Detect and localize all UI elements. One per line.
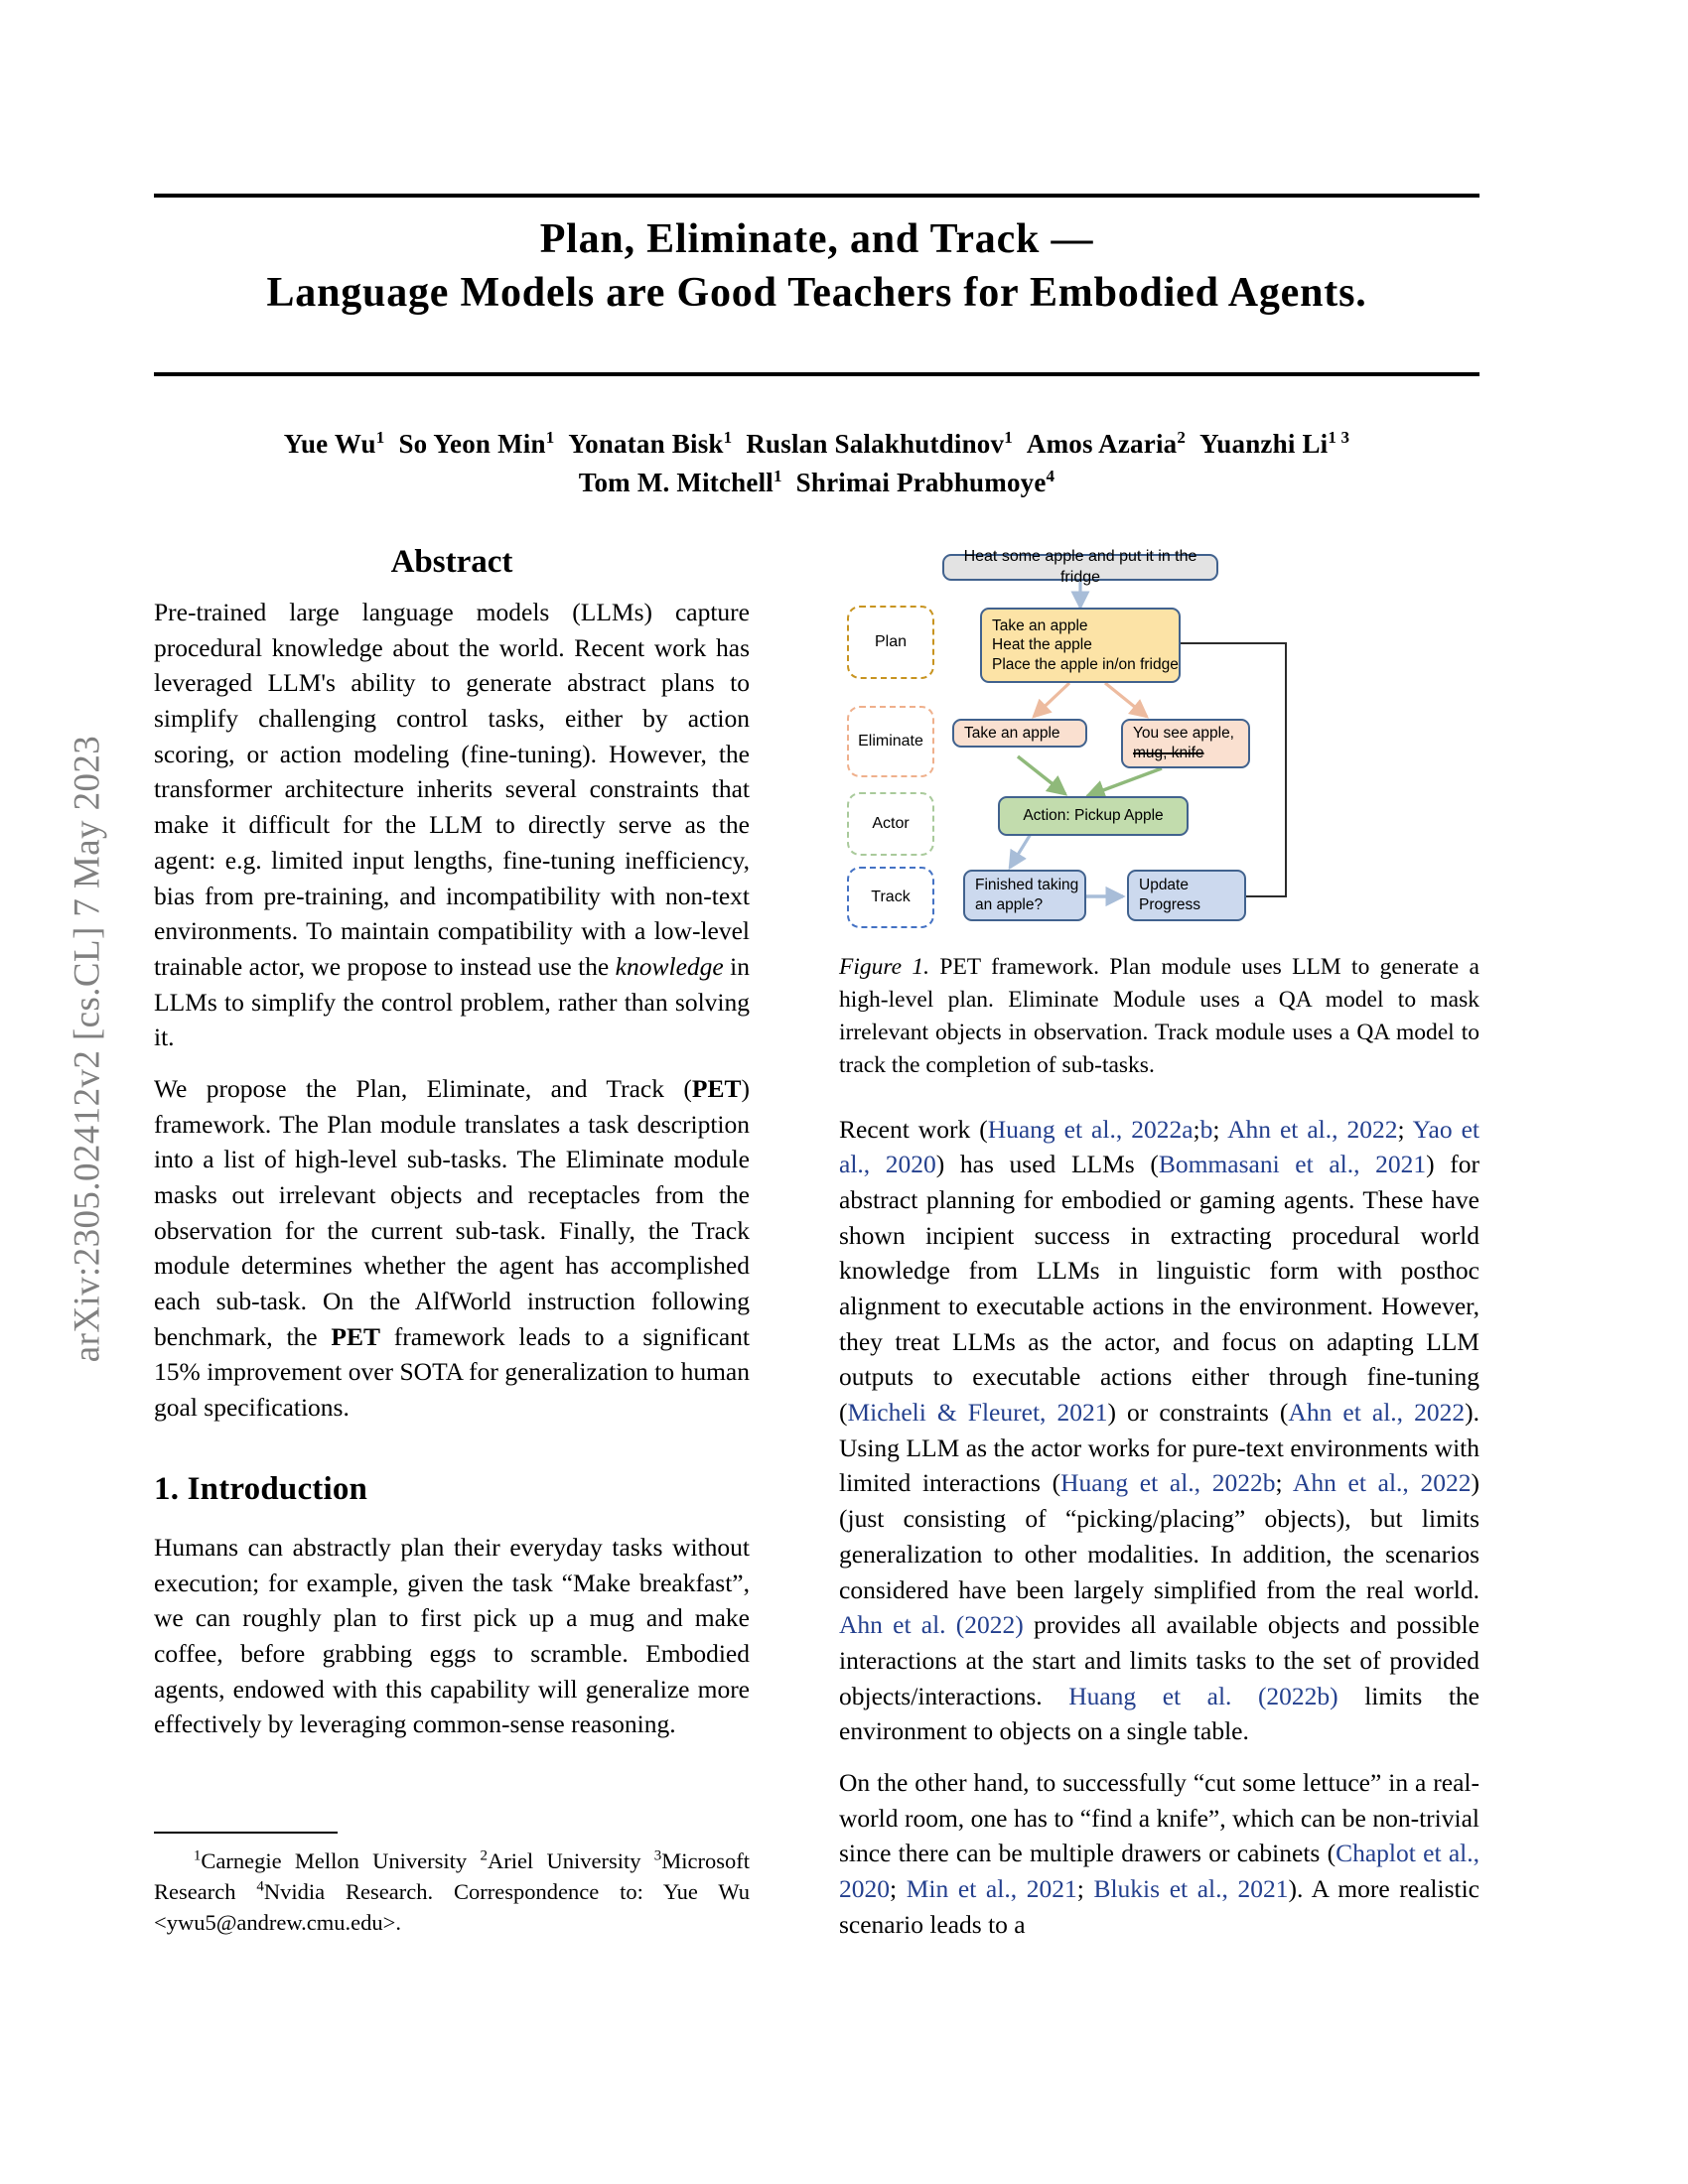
citation-link[interactable]: Ahn et al., 2022 bbox=[1288, 1398, 1466, 1428]
plan-step-2: Heat the apple bbox=[992, 636, 1092, 654]
arrow-actor-to-track bbox=[1010, 834, 1031, 868]
arrow-plan-to-subtask bbox=[1034, 683, 1069, 717]
affil-marker-3: 3 bbox=[653, 1847, 662, 1864]
observation-masked-objects: mug, knife bbox=[1133, 745, 1204, 761]
citation-link[interactable]: b bbox=[1199, 1114, 1213, 1144]
introduction-paragraph-1: Humans can abstractly plan their everyday tasks without execution; for example, given the task “Make breakfast”, we can roughly plan to first pick up a mug and make coffee, before grabbing eggs to scramble. Embodied agents, endowed with this capability will generalize more effectively by leveraging common-sense reasoning. bbox=[154, 1532, 750, 1739]
author-entry: Yuanzhi $Li^{1 3}$ bbox=[1199, 428, 1350, 459]
emphasis-knowledge: knowledge bbox=[615, 951, 724, 981]
figure-caption-label: Figure 1. bbox=[839, 954, 930, 980]
citation-link[interactable]: Huang et al., 2022b bbox=[1060, 1468, 1276, 1498]
author-entry: Yue Wu$^1$ bbox=[283, 428, 385, 459]
author-affil-marker: 1 bbox=[545, 428, 555, 447]
paper-page bbox=[154, 0, 1479, 2184]
eliminate-observation-box bbox=[1121, 719, 1250, 768]
track-update-progress-box bbox=[1127, 870, 1246, 921]
update-progress-line-1: Update bbox=[1139, 877, 1189, 894]
arrow-subtask-to-actor bbox=[1018, 756, 1065, 794]
title-line-2: Language Models are Good Teachers for Embodied Agents. bbox=[266, 269, 1367, 316]
update-progress-line-2: Progress bbox=[1139, 896, 1201, 913]
abstract-paragraph-2: We propose the Plan, Eliminate, and Track (PET) framework. The Plan module translates a task description into a list of high-level sub-tasks. The Eliminate module masks out irrelevant objects and receptacles from the observation for the current sub-task. Finally, the Track module determines whether the agent has accomplished each sub-task. On the AlfWorld instruction following benchmark, the PET framework leads to a significant 15% improvement over SOTA for generalization to human goal specifications. bbox=[154, 1073, 750, 1423]
arxiv-stamp: arXiv:2305.02412v2 [cs.CL] 7 May 2023 bbox=[67, 735, 108, 1363]
affil-marker-2: 2 bbox=[480, 1847, 488, 1864]
footnote-block bbox=[154, 1832, 750, 1938]
author-affil-marker: 4 bbox=[1046, 467, 1055, 486]
arrow-plan-to-observation bbox=[1105, 683, 1147, 717]
observation-visible-objects: You see apple, bbox=[1133, 725, 1234, 743]
author-entry: Ruslan Salakhutdinov$^1$ bbox=[746, 428, 1013, 459]
citation-link[interactable]: Ahn et al., 2022 bbox=[1292, 1468, 1472, 1498]
footnote-rule bbox=[154, 1832, 338, 1834]
arrow-observation-to-actor bbox=[1087, 768, 1162, 796]
page-title bbox=[154, 213, 1479, 321]
title-line-1: Plan, Eliminate, and Track — bbox=[539, 216, 1094, 262]
right-column-paragraph-2: On the other hand, to successfully “cut some lettuce” in a real-world room, one has to “find a knife”, which can be non-trivial since there can be multiple drawers or cabinets (Chaplot et al., 2020; Min et al., 2021; Blukis et al., 2021). A more realistic scenario leads to a bbox=[839, 1767, 1479, 1939]
author-entry: Shrimai Prabhumoye$^4$ bbox=[795, 467, 1055, 498]
track-question-line-1: Finished taking bbox=[975, 877, 1079, 894]
plan-step-3: Place the apple in/on fridge bbox=[992, 655, 1179, 673]
module-label-eliminate: Eliminate bbox=[847, 706, 934, 777]
author-affil-marker: 1 bbox=[1004, 428, 1013, 447]
citation-link[interactable]: Ahn et al., 2022 bbox=[1227, 1114, 1398, 1144]
citation-link[interactable]: Yao et al., 2020 bbox=[839, 1114, 1480, 1179]
module-label-track: Track bbox=[847, 867, 934, 928]
citation-link[interactable]: Chaplot et al., 2020 bbox=[839, 1839, 1479, 1903]
task-instruction-box: Heat some apple and put it in the fridge bbox=[942, 554, 1218, 581]
citation-link[interactable]: Bommasani et al., 2021 bbox=[1158, 1150, 1427, 1179]
module-label-actor: Actor bbox=[847, 792, 934, 856]
right-column-paragraph-1: Recent work (Huang et al., 2022a;b; Ahn et al., 2022; Yao et al., 2020) has used LLMs (Bommasani et al., 2021) for abstract planning for embodied or gaming agents. These have shown incipient success in extracting procedural world knowledge from LLMs in linguistic form with posthoc alignment to executable actions in the environment. However, they treat LLMs as the actor, and focus on adapting LLM outputs to executable actions either through fine-tuning (Micheli & Fleuret, 2021) or constraints (Ahn et al., 2022). Using LLM as the actor works for pure-text environments with limited interactions (Huang et al., 2022b; Ahn et al., 2022) (just consisting of “picking/placing” objects), but limits generalization to other modalities. In addition, the scenarios considered have been largely simplified from the real world. Ahn et al. (2022) provides all available objects and possible interactions at the start and limits tasks to the set of provided objects/interactions. Huang et al. (2022b) limits the environment to objects on a single table. bbox=[839, 1114, 1480, 1746]
title-rule-top bbox=[154, 194, 1479, 198]
author-affil-marker: 1 bbox=[375, 428, 385, 447]
author-entry: Yonatan Bisk$^1$ bbox=[568, 428, 733, 459]
citation-link[interactable]: Huang et al., 2022a bbox=[987, 1114, 1194, 1144]
affil-marker-1: 1 bbox=[193, 1847, 202, 1864]
footnote-affiliations: $^1$Carnegie Mellon University $^2$Ariel University $^3$Microsoft Research $^4$Nvidia Research. Correspondence to: Yue Wu <ywu5@andrew.cmu.edu>. bbox=[154, 1847, 751, 1936]
citation-link[interactable]: Micheli & Fleuret, 2021 bbox=[847, 1398, 1108, 1428]
abstract-paragraph-1: Pre-trained large language models (LLMs) capture procedural knowledge about the world. Recent work has leveraged LLM's ability to generate abstract plans to simplify challenging control tasks, either by action scoring, or action modeling (fine-tuning). However, the transformer architecture inherits several constraints that make it difficult for the LLM to directly serve as the agent: e.g. limited input lengths, fine-tuning inefficiency, bias from pre-training, and incompatibility with non-text environments. To maintain compatibility with a low-level trainable actor, we propose to instead use the knowledge in LLMs to simplify the control problem, rather than solving it. bbox=[154, 598, 750, 1052]
track-question-line-2: an apple? bbox=[975, 896, 1044, 913]
author-line-2 bbox=[154, 464, 1479, 502]
abstract-heading: Abstract bbox=[390, 544, 513, 580]
citation-link[interactable]: Min et al., 2021 bbox=[906, 1874, 1077, 1903]
citation-link[interactable]: Blukis et al., 2021 bbox=[1093, 1874, 1289, 1903]
module-label-plan: Plan bbox=[847, 606, 934, 679]
author-entry: So Yeon Min$^1$ bbox=[398, 428, 555, 459]
actor-action-box: Action: Pickup Apple bbox=[998, 796, 1189, 836]
plan-output-box bbox=[980, 608, 1181, 683]
author-affil-marker: 1 bbox=[723, 428, 733, 447]
section-heading-introduction: 1. Introduction bbox=[154, 1470, 368, 1507]
figure-1-caption bbox=[839, 951, 1479, 1082]
pet-acronym: PET bbox=[331, 1321, 380, 1351]
author-line-1 bbox=[154, 425, 1479, 464]
author-entry: Tom M. Mitchell$^1$ bbox=[578, 467, 782, 498]
author-affil-marker: 1 3 bbox=[1328, 428, 1350, 447]
author-affil-marker: 1 bbox=[773, 467, 782, 486]
left-column bbox=[154, 544, 750, 1742]
title-rule-bottom bbox=[154, 372, 1479, 376]
author-list bbox=[154, 425, 1479, 502]
right-column bbox=[839, 544, 1479, 1942]
figure-1-diagram bbox=[839, 544, 1479, 941]
author-entry: Amos Azaria$^2$ bbox=[1026, 428, 1187, 459]
author-affil-marker: 2 bbox=[1177, 428, 1187, 447]
eliminate-subtask-box: Take an apple bbox=[952, 719, 1087, 748]
plan-step-1: Take an apple bbox=[992, 616, 1088, 634]
citation-link[interactable]: Huang et al. (2022b) bbox=[1068, 1681, 1338, 1710]
pet-acronym: PET bbox=[691, 1073, 742, 1103]
track-question-box bbox=[963, 870, 1086, 921]
figure-caption-text: PET framework. Plan module uses LLM to generate a high-level plan. Eliminate Module uses a QA model to mask irrelevant objects in observation. Track module uses a QA model to track the completion of sub-tasks. bbox=[839, 954, 1479, 1078]
affil-marker-4: 4 bbox=[256, 1878, 264, 1895]
citation-link[interactable]: Ahn et al. (2022) bbox=[839, 1610, 1024, 1640]
